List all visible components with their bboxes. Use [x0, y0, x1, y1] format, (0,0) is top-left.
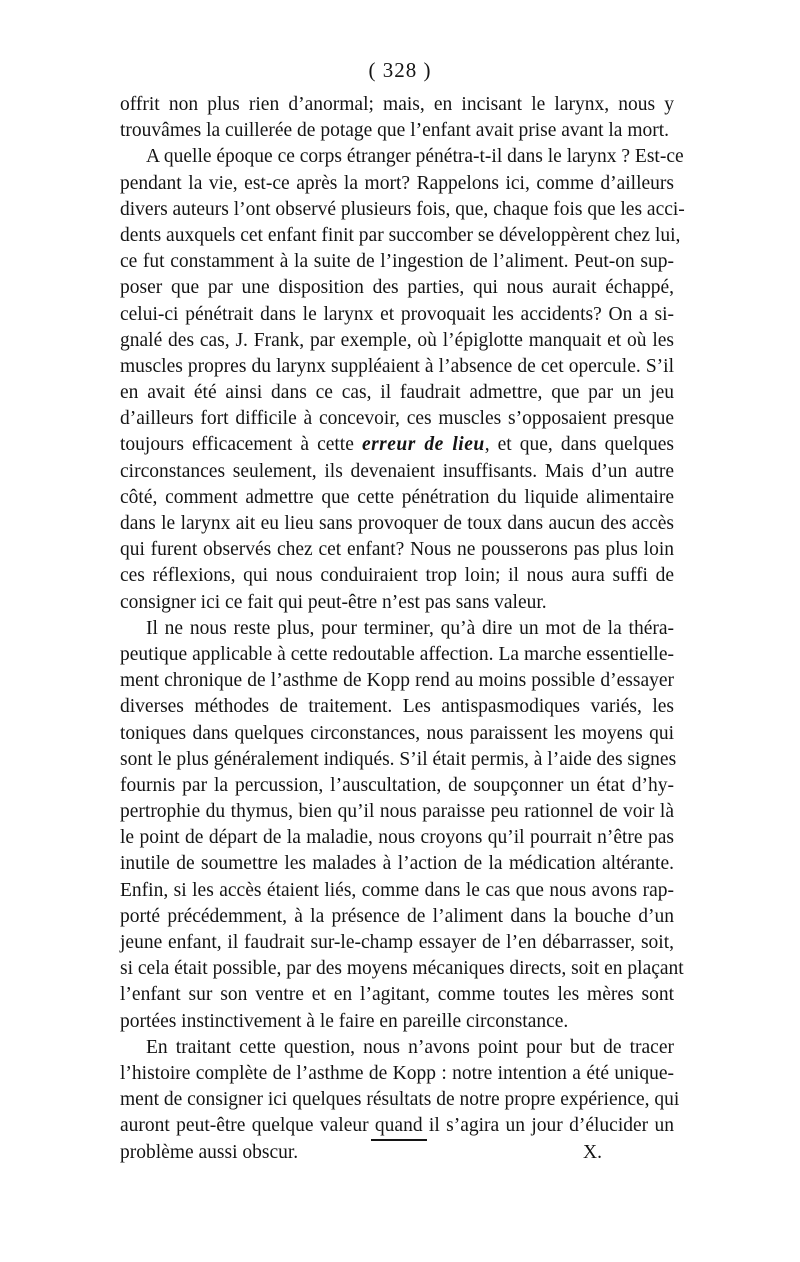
text-line: dents auxquels cet enfant finit par succomber se développèrent chez lui, [120, 224, 681, 246]
text-line: jeune enfant, il faudrait sur-le-champ essayer de l’en débarrasser, soit, [120, 932, 674, 953]
text-line: diverses méthodes de traitement. Les antispasmodiques variés, les [120, 696, 674, 718]
text-line: toniques dans quelques circonstances, nous paraissent les moyens qui [120, 722, 674, 744]
paragraph [120, 616, 684, 1035]
text-line: dans le larynx ait eu lieu sans provoquer de toux dans aucun des accès [120, 513, 674, 534]
text-line: pendant la vie, est-ce après la mort? Rappelons ici, comme d’ailleurs [120, 172, 674, 194]
text-line: qui furent observés chez cet enfant? Nous ne pousserons pas plus loin [120, 539, 674, 561]
text-line: circonstances seulement, ils devenaient insuffisants. Mais d’un autre [120, 460, 674, 482]
text-line: sont le plus généralement indiqués. S’il était permis, à l’aide des signes [120, 748, 677, 770]
text-line: En traitant cette question, nous n’avons point pour but de tracer [146, 1036, 674, 1058]
text-line: en avait été ainsi dans ce cas, il faudrait admettre, que par un jeu [120, 382, 674, 404]
text-line: porté précédemment, à la présence de l’aliment dans la bouche d’un [120, 905, 674, 927]
text-line: consigner ici ce fait qui peut-être n’est pas sans valeur. [120, 591, 547, 613]
text-line: toujours efficacement à cette erreur de lieu, et que, dans quelques [120, 434, 674, 456]
text-line: muscles propres du larynx suppléaient à l’absence de cet opercule. S’il [120, 355, 674, 377]
paragraph [120, 144, 685, 615]
text-line: trouvâmes la cuillerée de potage que l’enfant avait prise avant la mort. [120, 120, 670, 142]
author-signature: X. [583, 1141, 602, 1163]
text-line: ce fut constamment à la suite de l’ingestion de l’aliment. Peut-on sup- [120, 251, 674, 273]
text-line: le point de départ de la maladie, nous croyons qu’il pourrait n’être pas [120, 827, 674, 849]
text-line: peutique applicable à cette redoutable affection. La marche essentielle- [120, 643, 674, 665]
text-line: inutile de soumettre les malades à l’action de la médication altérante. [120, 853, 674, 875]
text-line: ces réflexions, qui nous conduiraient trop loin; il nous aura suffi de [120, 565, 674, 587]
end-rule [371, 1139, 427, 1141]
text-line: A quelle époque ce corps étranger pénétra-t-il dans le larynx ? Est-ce [146, 146, 684, 168]
text-line: ment de consigner ici quelques résultats de notre propre expérience, qui [120, 1089, 680, 1111]
text-line: auront peut-être quelque valeur quand il s’agira un jour d’élucider un [120, 1115, 674, 1137]
text-line: si cela était possible, par des moyens mécaniques directs, soit en plaçant [120, 958, 684, 980]
text-line: Enfin, si les accès étaient liés, comme dans le cas que nous avons rap- [120, 879, 674, 901]
text-line: côté, comment admettre que cette pénétration du liquide alimentaire [120, 486, 674, 508]
text-line: offrit non plus rien d’anormal; mais, en incisant le larynx, nous y [120, 94, 674, 115]
text-line: d’ailleurs fort difficile à concevoir, ces muscles s’opposaient presque [120, 408, 674, 430]
text-line: fournis par la percussion, l’auscultation, de soupçonner un état d’hy- [120, 774, 674, 796]
text-line: problème aussi obscur. X. [120, 1140, 674, 1166]
text-line: pertrophie du thymus, bien qu’il nous paraisse peu rationnel de voir là [120, 801, 674, 823]
text-line: celui-ci pénétrait dans le larynx et provoquait les accidents? On a si- [120, 303, 674, 325]
text-line: divers auteurs l’ont observé plusieurs fois, que, chaque fois que les acci- [120, 198, 685, 220]
paragraph [120, 1035, 680, 1166]
text-line: Il ne nous reste plus, pour terminer, qu’à dire un mot de la théra- [146, 617, 674, 639]
text-line: l’histoire complète de l’asthme de Kopp : notre intention a été unique- [120, 1062, 674, 1084]
text-line: portées instinctivement à le faire en pareille circonstance. [120, 1010, 569, 1032]
body-text [120, 92, 685, 1166]
page-number: ( 328 ) [368, 58, 432, 82]
text-line: poser que par une disposition des parties, qui nous aurait échappé, [120, 277, 674, 299]
emphasis-text: erreur de lieu [361, 434, 485, 456]
paragraph [120, 92, 674, 144]
text-line: gnalé des cas, J. Frank, par exemple, où l’épiglotte manquait et où les [120, 329, 674, 351]
text-line: l’enfant sur son ventre et en l’agitant, comme toutes les mères sont [120, 984, 674, 1006]
text-line: ment chronique de l’asthme de Kopp rend au moins possible d’essayer [120, 670, 674, 692]
